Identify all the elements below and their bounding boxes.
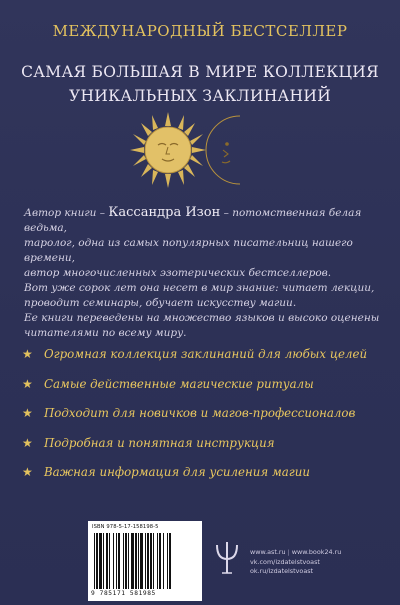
author-name: Кассандра Изон [108,205,221,220]
crescent-moon-face-icon [206,116,240,184]
link-ast[interactable]: www.ast.ru [250,548,286,556]
author-description [24,205,384,341]
barcode-bar [96,533,98,589]
feature-list [22,346,382,494]
barcode-bar [99,533,102,589]
barcode-bar [159,533,161,589]
barcode-bar [147,533,149,589]
barcode-bar [169,533,171,589]
feature-text: Подходит для новичков и магов-профессионалов [44,406,356,420]
publisher-links [250,548,341,577]
headline-line-2: УНИКАЛЬНЫХ ЗАКЛИНАНИЙ [68,87,332,105]
about-line [24,205,384,236]
about-line: таролог, одна из самых популярных писательниц нашего времени, [24,237,353,264]
websites-row [250,548,341,558]
feature-item [22,405,382,435]
barcode-bar [103,533,104,589]
link-vk[interactable]: vk.com/izdatelstvoast [250,557,320,566]
feature-text: Подробная и понятная инструкция [44,435,275,450]
about-line: автор многочисленных эзотерических бестселлеров. [24,267,332,279]
barcode-bar [123,533,124,589]
star-icon: ★ [22,435,33,450]
star-icon: ★ [22,465,33,479]
barcode-bar [109,533,110,589]
feature-item [22,464,382,494]
about-line: проводит семинары, обучает искусству магии. [24,297,297,309]
about-line: Вот уже сорок лет она несет в мир знание: читает лекции, [24,282,375,294]
barcode-bar [94,533,95,589]
barcode-bars [94,533,196,589]
barcode-bar [167,533,168,589]
barcode-bar [138,533,139,589]
barcode-bar [157,533,158,589]
barcode-bar [125,533,127,589]
bestseller-tagline: МЕЖДУНАРОДНЫЙ БЕСТСЕЛЛЕР [52,22,348,40]
about-line: Ее книги переведены на множество языков и высоко оценены [24,312,380,324]
feature-item [22,435,382,465]
star-icon: ★ [22,376,33,391]
link-ok[interactable]: ok.ru/izdatelstvoast [250,567,314,575]
about-line-1-rest: – потомственная белая ведьма, [24,207,362,234]
sun-moon-emblem [128,112,278,188]
barcode-bar [135,533,137,589]
link-separator: | [287,548,290,556]
about-line: читателями по всему миру. [24,327,187,339]
headline [20,60,380,108]
barcode-bar [128,533,129,589]
author-prefix: Автор книги – [24,207,109,219]
feature-item [22,376,382,406]
barcode-bar [140,533,143,589]
barcode-bar [113,533,114,589]
headline-line-1: САМАЯ БОЛЬШАЯ В МИРЕ КОЛЛЕКЦИЯ [21,63,379,81]
publisher-logo-icon [214,541,240,575]
barcode-bar [150,533,152,589]
barcode-bar [163,533,164,589]
feature-text: Огромная коллекция заклинаний для любых целей [44,347,368,361]
feature-text: Самые действенные магические ритуалы [44,376,314,391]
feature-item [22,346,382,376]
barcode-bar [131,533,134,589]
sun-face-icon [130,112,206,188]
barcode-bar [153,533,154,589]
feature-text: Важная информация для усиления магии [44,465,310,479]
barcode-bar [106,533,108,589]
isbn-label: ISBN 978-5-17-158198-5 [92,524,159,530]
barcode-number: 9 785171 581985 [91,590,156,597]
star-icon: ★ [22,347,33,361]
barcode-bar [116,533,117,589]
barcode [88,521,202,601]
link-book24[interactable]: www.book24.ru [291,548,342,556]
star-icon: ★ [22,406,33,420]
barcode-bar [145,533,146,589]
barcode-bar [118,533,120,589]
